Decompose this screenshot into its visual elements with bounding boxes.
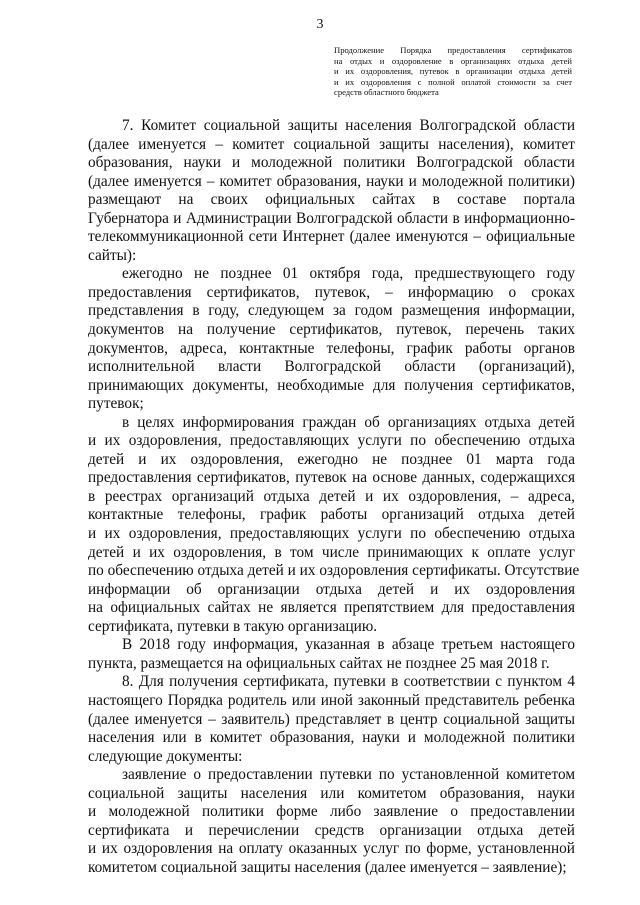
text-line: 7. Комитет социальной защиты населения Волгоградской области — [122, 117, 575, 134]
text-line: на официальных сайтах не является препятствием для предоставления — [88, 599, 575, 617]
text-line: (далее именуется – комитет образования, науки и молодежной политики) — [88, 172, 575, 190]
text-line: настоящего Порядка родитель или иной законный представитель ребенка — [88, 691, 575, 709]
text-line: документов, адреса, контактные телефоны, график работы органов — [88, 339, 575, 357]
text-line: детей и их оздоровления, в том числе принимающих к оплате услуг — [88, 543, 575, 561]
text-line: сайты): — [88, 246, 137, 264]
text-line: социальной защиты населения или комитетом образования, науки — [88, 784, 575, 802]
text-line: в реестрах организаций отдыха детей и их оздоровления, – адреса, — [88, 487, 575, 505]
text-line: и молодежной политики форме либо заявление о предоставлении — [88, 803, 575, 821]
text-line: сертификата, путевки в такую организацию. — [88, 617, 378, 635]
text-line: комитетом социальной защиты населения (далее именуется – заявление); — [88, 858, 567, 876]
text-line: 8. Для получения сертификата, путевки в соответствии с пунктом 4 — [122, 673, 575, 691]
text-line: телекоммуникационной сети Интернет (далее именуются – официальные — [88, 228, 575, 246]
text-line: следующие документы: — [88, 747, 243, 765]
text-line: ежегодно не позднее 01 октября года, предшествующего году — [122, 265, 575, 283]
text-line: (далее именуется – заявитель) представляет в центр социальной защиты — [88, 710, 575, 728]
text-line: населения или в комитет образования, науки и молодежной политики — [88, 729, 575, 747]
paragraph-annual-deadline — [88, 265, 575, 413]
text-line: предоставления сертификатов, путевок, – информацию о сроках — [88, 283, 575, 301]
text-line: исполнительной власти Волгоградской области (организаций), — [88, 358, 575, 376]
header-note-line: на отдых и оздоровление в организациях отдыха детей — [334, 55, 572, 66]
header-note-line: Продолжение Порядка предоставления сертификатов — [334, 45, 572, 55]
header-note-line: и их оздоровления с полной оплатой стоимости за счет — [334, 76, 572, 87]
page-number: 3 — [316, 17, 324, 32]
text-line: сертификата и перечислении средств организации отдыха детей — [88, 821, 575, 839]
text-line: представления в году, следующем за годом размещения информации, — [88, 302, 575, 320]
text-line: (далее именуется – комитет социальной защиты населения), комитет — [88, 135, 575, 153]
text-line: контактные телефоны, график работы организаций отдыха детей — [88, 506, 575, 524]
text-line: В 2018 году информация, указанная в абзаце третьем настоящего — [122, 636, 575, 654]
text-line: размещают на своих официальных сайтах в составе портала — [88, 191, 575, 209]
text-line: документов на получение сертификатов, путевок, перечень таких — [88, 321, 575, 339]
text-line: детей и их оздоровления, ежегодно не позднее 01 марта года — [88, 450, 575, 468]
text-line: Губернатора и Администрации Волгоградской области в информационно- — [88, 209, 575, 227]
text-line: заявление о предоставлении путевки по установленной комитетом — [122, 766, 575, 784]
text-line: пункта, размещается на официальных сайтах не позднее 25 мая 2018 г. — [88, 654, 550, 672]
text-line: и их оздоровления, предоставляющих услуги по обеспечению отдыха — [88, 525, 575, 543]
text-line: предоставления сертификатов, путевок на основе данных, содержащихся — [88, 469, 575, 487]
text-line: и их оздоровления на оплату оказанных услуг по форме, установленной — [88, 840, 575, 858]
text-line: образования, науки и молодежной политики Волгоградской области — [88, 154, 575, 172]
text-line: принимающих документы, необходимые для получения сертификатов, — [88, 376, 575, 394]
paragraph-application — [88, 766, 575, 877]
text-line: путевок; — [88, 395, 144, 413]
text-line: и их оздоровления, предоставляющих услуги по обеспечению отдыха — [88, 432, 575, 450]
text-line: в целях информирования граждан об организациях отдыха детей — [122, 413, 575, 431]
document-body — [88, 117, 580, 877]
header-note-line: средств областного бюджета — [334, 87, 439, 98]
paragraph-item-8 — [88, 673, 575, 766]
text-line: по обеспечению отдыха детей и их оздоровления сертификаты. Отсутствие — [88, 562, 580, 580]
text-line: информации об организации отдыха детей и их оздоровления — [88, 580, 575, 598]
paragraph-informing-citizens — [88, 413, 580, 637]
paragraph-2018-information — [88, 636, 575, 673]
paragraph-item-7 — [88, 117, 575, 265]
header-note — [334, 45, 572, 98]
header-note-line: и их оздоровления, путевок в организации отдыха детей — [334, 66, 572, 77]
